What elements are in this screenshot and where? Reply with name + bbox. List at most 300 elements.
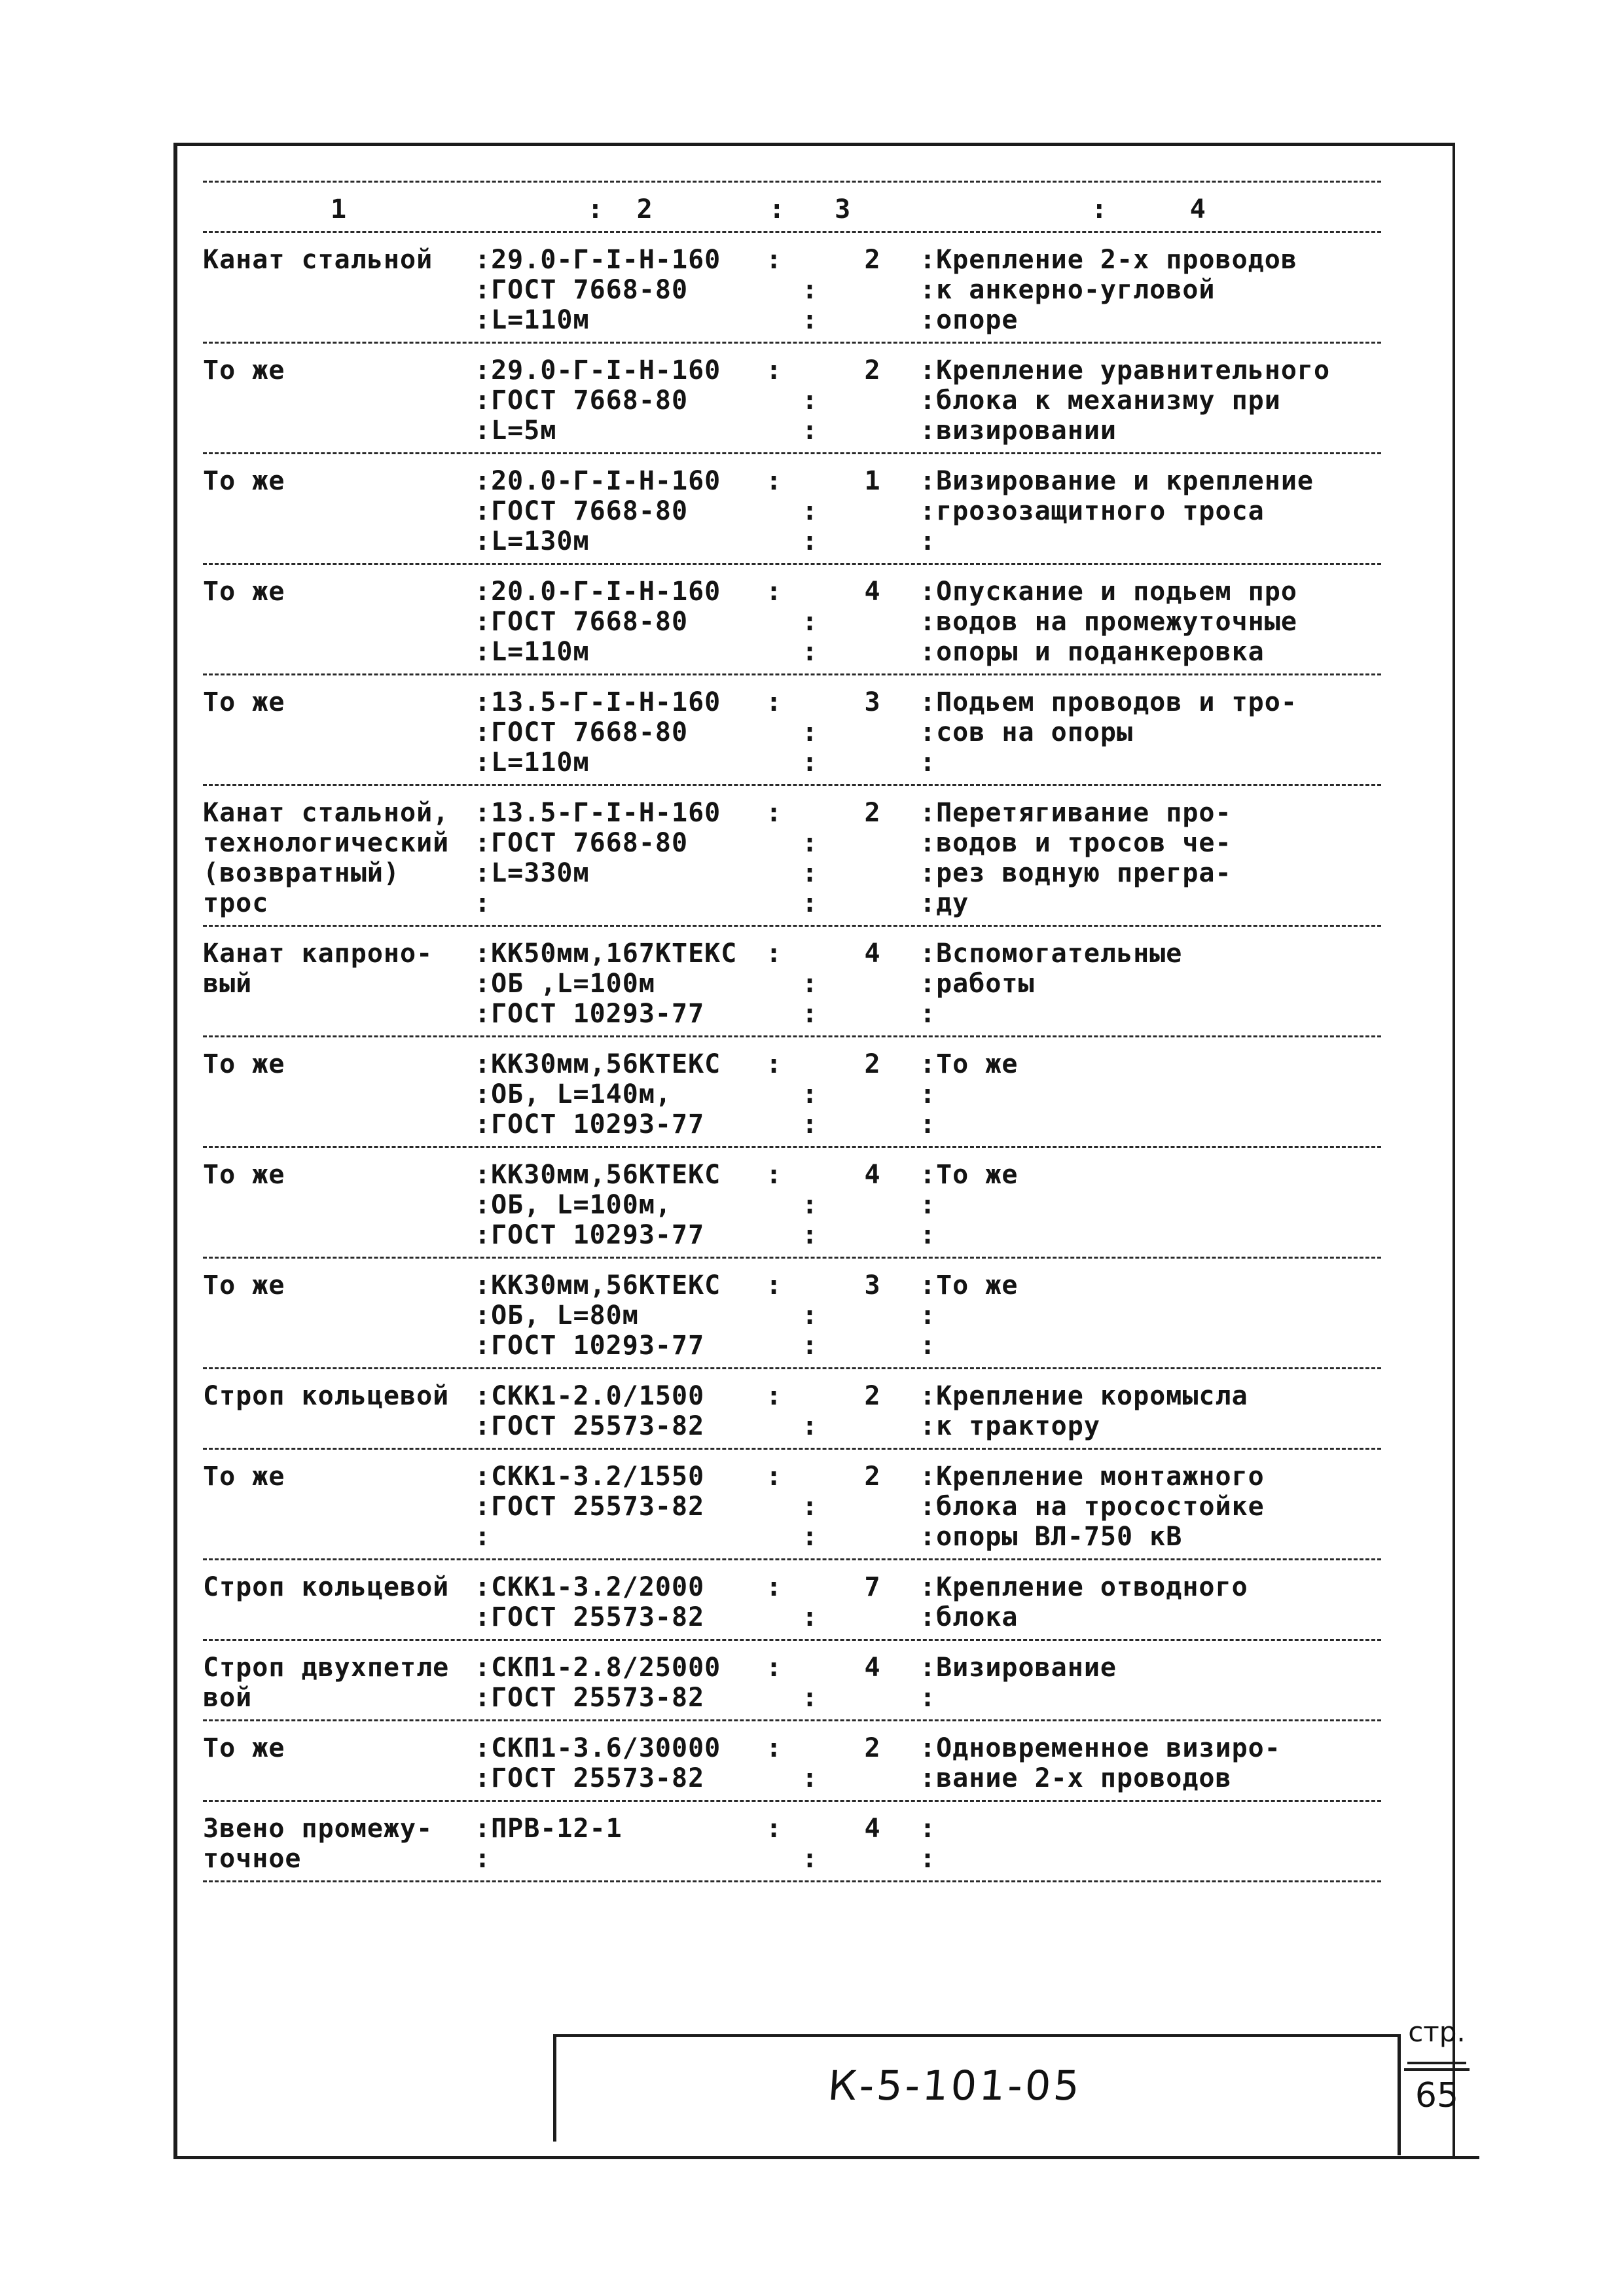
cell-quantity-line: : [801,1079,819,1109]
page-label: стр. [1407,2016,1466,2064]
cell-designation-text: L=110м [491,305,590,335]
cell-name-text: То же [203,466,285,496]
cell-name-line [203,939,475,969]
quantity-value: 1 [864,466,881,496]
cell-quantity-line: : [801,416,819,446]
cell-name-line [203,1300,475,1331]
cell-name-text: То же [203,355,285,386]
cell-name [203,1160,475,1250]
cell-name-line [203,416,475,446]
cell-purpose-line: :опоры ВЛ-750 кВ [920,1522,1183,1552]
quantity-value: 4 [864,939,881,969]
cell-designation [475,1572,766,1632]
table-divider [203,342,1381,344]
cell-purpose-text: к трактору [936,1411,1100,1441]
cell-designation [475,1462,766,1552]
cell-purpose-line: :То же [920,1160,1019,1190]
cell-name [203,1814,475,1874]
cell-purpose [920,245,1378,335]
cell-name-text: Канат стальной, [203,798,450,828]
header-col-4-label: 4 [1189,194,1206,224]
cell-designation-line: :ОБ, L=100м, [475,1190,672,1220]
cell-purpose [920,1160,1378,1250]
cell-quantity-line: : 2 [766,1462,881,1492]
quantity-value: 2 [864,1049,881,1079]
cell-name [203,1462,475,1552]
cell-name-line [203,888,475,918]
cell-designation-line: :13.5-Г-I-Н-160 [475,798,721,828]
cell-name-text: (возвратный) [203,858,400,888]
table-divider [203,1719,1381,1721]
cell-designation-line: :L=130м [475,526,590,556]
cell-name-line [203,607,475,637]
quantity-value: 2 [864,1733,881,1763]
quantity-value: 2 [864,355,881,386]
table-row [203,1814,1381,1874]
cell-designation-text: ОБ, L=80м [491,1300,639,1331]
table-row [203,355,1381,446]
cell-name-line [203,466,475,496]
cell-quantity-line: : [801,1300,819,1331]
cell-designation-line: :ГОСТ 7668-80 [475,717,689,747]
cell-designation-text: L=110м [491,637,590,667]
cell-designation-line: :ГОСТ 25573-82 [475,1763,705,1793]
cell-designation-line: :20.0-Г-I-Н-160 [475,466,721,496]
cell-name-line [203,305,475,335]
cell-designation-text: СКП1-2.8/25000 [491,1653,721,1683]
cell-purpose-text: визировании [936,416,1117,446]
cell-purpose-text: Крепление отводного [936,1572,1248,1602]
quantity-value: 4 [864,1814,881,1844]
cell-name-text: То же [203,577,285,607]
cell-designation-line: :ПРВ-12-1 [475,1814,623,1844]
table-divider [203,181,1381,183]
cell-purpose-line: :вание 2-х проводов [920,1763,1232,1793]
cell-name-line [203,386,475,416]
cell-purpose-text: ду [936,888,969,918]
table-row [203,1270,1381,1361]
cell-name-line [203,1331,475,1361]
cell-purpose-text: Визирование [936,1653,1117,1683]
cell-quantity [766,1572,920,1632]
page-number: 65 [1404,2068,1470,2128]
cell-name-line [203,747,475,778]
cell-designation-line: :ГОСТ 7668-80 [475,496,689,526]
cell-name [203,1270,475,1361]
cell-quantity [766,1462,920,1552]
cell-purpose-line: :водов на промежуточные [920,607,1297,637]
cell-designation-line: :СКК1-3.2/1550 [475,1462,705,1492]
cell-designation-text: ОБ, L=140м, [491,1079,672,1109]
cell-name-line [203,1049,475,1079]
cell-quantity-line: : [801,1522,819,1552]
cell-name-line [203,1683,475,1713]
cell-purpose [920,687,1378,778]
cell-purpose-text: водов и тросов че- [936,828,1232,858]
cell-designation-text: СКК1-3.2/1550 [491,1462,705,1492]
cell-designation-text: ГОСТ 25573-82 [491,1683,705,1713]
cell-designation [475,1270,766,1361]
cell-quantity-line: : [801,1109,819,1139]
header-col-3-label: 3 [835,194,852,224]
cell-name-text: трос [203,888,269,918]
cell-name-line [203,1844,475,1874]
cell-quantity-line: : [801,386,819,416]
cell-name-line [203,858,475,888]
cell-designation-text: ГОСТ 7668-80 [491,496,689,526]
quantity-value: 3 [864,1270,881,1300]
cell-name-line [203,245,475,275]
cell-quantity [766,1653,920,1713]
cell-name-line [203,1220,475,1250]
cell-purpose-text: рез водную прегра- [936,858,1232,888]
document-code: К-5-101-05 [826,2062,1084,2109]
cell-quantity-line: : [801,305,819,335]
cell-purpose-text: То же [936,1160,1019,1190]
cell-designation-text: ГОСТ 7668-80 [491,828,689,858]
cell-name-line [203,1572,475,1602]
cell-purpose-line: :Вспомогательные [920,939,1183,969]
table-row [203,939,1381,1029]
table-divider [203,1146,1381,1148]
cell-quantity-line: : 3 [766,1270,881,1300]
cell-purpose-text: блока [936,1602,1019,1632]
cell-purpose-line: : [920,999,937,1029]
cell-purpose-text: сов на опоры [936,717,1134,747]
cell-name-line [203,1602,475,1632]
cell-quantity-line: : 4 [766,1160,881,1190]
cell-name-line [203,1411,475,1441]
cell-quantity [766,939,920,1029]
cell-designation-text: КК30мм,56КТЕКС [491,1270,721,1300]
cell-designation-text: ОБ, L=100м, [491,1190,672,1220]
cell-designation-text: ПРВ-12-1 [491,1814,623,1844]
cell-name-line [203,577,475,607]
cell-quantity-line: : 4 [766,939,881,969]
quantity-value: 2 [864,245,881,275]
quantity-value: 2 [864,1381,881,1411]
cell-purpose [920,1733,1378,1793]
table-divider [203,1800,1381,1802]
cell-purpose-line: :Опускание и подьем про [920,577,1297,607]
cell-purpose-text: опоры и поданкеровка [936,637,1265,667]
cell-purpose [920,1462,1378,1552]
cell-purpose-line: :опоры и поданкеровка [920,637,1265,667]
cell-name-line [203,687,475,717]
cell-name-text: То же [203,1270,285,1300]
cell-purpose-text: Крепление уравнительного [936,355,1331,386]
cell-designation-line: : [475,1522,492,1552]
cell-name-line [203,526,475,556]
cell-designation-line: :ОБ ,L=100м [475,969,655,999]
cell-quantity [766,687,920,778]
header-col-4: : 4 [1091,194,1206,224]
cell-designation-text: ГОСТ 25573-82 [491,1763,705,1793]
cell-purpose-line: :визировании [920,416,1117,446]
table-divider [203,563,1381,565]
cell-designation [475,939,766,1029]
cell-designation-text: L=110м [491,747,590,778]
cell-quantity-line: : 4 [766,577,881,607]
cell-designation-line: :ГОСТ 25573-82 [475,1602,705,1632]
cell-designation-line: :L=110м [475,637,590,667]
cell-purpose-line: :к анкерно-угловой [920,275,1216,305]
cell-name-text: Строп кольцевой [203,1572,450,1602]
cell-quantity [766,1733,920,1793]
cell-quantity-line: : [801,1190,819,1220]
cell-name [203,1653,475,1713]
cell-quantity [766,466,920,556]
cell-name-line [203,828,475,858]
cell-designation [475,466,766,556]
cell-purpose-text: вание 2-х проводов [936,1763,1232,1793]
cell-name-line [203,999,475,1029]
cell-designation-line: :СКК1-2.0/1500 [475,1381,705,1411]
cell-quantity-line: : [801,1844,819,1874]
cell-name-line [203,1733,475,1763]
cell-quantity [766,1049,920,1139]
quantity-value: 4 [864,577,881,607]
cell-designation-text: ГОСТ 7668-80 [491,275,689,305]
cell-designation-text: ГОСТ 10293-77 [491,1220,705,1250]
quantity-value: 4 [864,1653,881,1683]
cell-quantity-line: : [801,969,819,999]
table-row [203,1381,1381,1441]
cell-designation-line: :29.0-Г-I-Н-160 [475,355,721,386]
quantity-value: 2 [864,798,881,828]
cell-purpose [920,1572,1378,1632]
cell-designation-text: СКП1-3.6/30000 [491,1733,721,1763]
cell-purpose-text: Визирование и крепление [936,466,1314,496]
table-row [203,577,1381,667]
cell-quantity [766,798,920,918]
cell-quantity-line: : [801,828,819,858]
cell-quantity-line: : [801,858,819,888]
table-row [203,245,1381,335]
cell-purpose-line: :Подьем проводов и тро- [920,687,1297,717]
cell-purpose-line: : [920,526,937,556]
cell-name [203,1733,475,1793]
cell-designation-text: L=5м [491,416,557,446]
cell-purpose [920,939,1378,1029]
table-row [203,1462,1381,1552]
cell-name [203,245,475,335]
cell-name-line [203,1522,475,1552]
cell-name [203,1049,475,1139]
cell-quantity-line: : 2 [766,355,881,386]
cell-purpose-line: :Визирование [920,1653,1117,1683]
cell-purpose-text: грозозащитного троса [936,496,1265,526]
cell-quantity-line: : [801,275,819,305]
cell-quantity-line: : [801,1331,819,1361]
cell-designation-text: ГОСТ 25573-82 [491,1492,705,1522]
cell-purpose [920,355,1378,446]
table-divider [203,231,1381,233]
cell-purpose-text: То же [936,1049,1019,1079]
cell-designation-line: :ГОСТ 10293-77 [475,1109,705,1139]
cell-name-line [203,1381,475,1411]
table-header-row [203,194,1381,224]
cell-purpose-line: : [920,1220,937,1250]
cell-designation-text: КК30мм,56КТЕКС [491,1049,721,1079]
table-row [203,466,1381,556]
cell-name-line [203,1160,475,1190]
cell-designation-line: :29.0-Г-I-Н-160 [475,245,721,275]
cell-name-line [203,1079,475,1109]
cell-purpose [920,798,1378,918]
quantity-value: 4 [864,1160,881,1190]
table-divider [203,1035,1381,1037]
cell-purpose-line: : [920,1331,937,1361]
cell-quantity-line: : [801,1683,819,1713]
cell-designation-text: L=330м [491,858,590,888]
cell-purpose-line: :опоре [920,305,1019,335]
cell-designation-text: L=130м [491,526,590,556]
cell-designation-text: ГОСТ 7668-80 [491,607,689,637]
cell-quantity-line: : [801,1763,819,1793]
cell-name [203,466,475,556]
cell-name-text: Канат капроно- [203,939,433,969]
cell-purpose-text: Крепление коромысла [936,1381,1248,1411]
cell-name-text: технологический [203,828,450,858]
cell-name-line [203,496,475,526]
cell-quantity-line: : [801,496,819,526]
cell-purpose-line: :блока на тросостойке [920,1492,1265,1522]
cell-designation-line: :L=5м [475,416,557,446]
cell-designation-line: :ГОСТ 25573-82 [475,1492,705,1522]
cell-designation-text: СКК1-2.0/1500 [491,1381,705,1411]
cell-designation-line: :ГОСТ 7668-80 [475,275,689,305]
cell-purpose-line: :Крепление уравнительного [920,355,1331,386]
cell-purpose-text: блока на тросостойке [936,1492,1265,1522]
cell-quantity-line: : [801,1602,819,1632]
cell-designation [475,687,766,778]
cell-purpose [920,1381,1378,1441]
cell-designation-line: : [475,1844,492,1874]
cell-purpose [920,577,1378,667]
cell-designation-text: ГОСТ 25573-82 [491,1411,705,1441]
cell-purpose-line: :Крепление монтажного [920,1462,1265,1492]
cell-purpose [920,1653,1378,1713]
cell-purpose-text: водов на промежуточные [936,607,1297,637]
cell-designation-line: :СКП1-2.8/25000 [475,1653,721,1683]
cell-name-line [203,355,475,386]
cell-quantity-line: : [801,637,819,667]
cell-purpose-line: :рез водную прегра- [920,858,1232,888]
table-divider [203,1367,1381,1369]
cell-designation [475,1160,766,1250]
cell-quantity-line: : 2 [766,1381,881,1411]
cell-name-text: То же [203,1462,285,1492]
cell-purpose-text: опоры ВЛ-750 кВ [936,1522,1183,1552]
cell-purpose [920,1270,1378,1361]
cell-quantity-line: : 2 [766,245,881,275]
cell-name [203,1572,475,1632]
cell-designation-text: 13.5-Г-I-Н-160 [491,798,721,828]
cell-quantity-line: : 2 [766,1049,881,1079]
cell-quantity-line: : 7 [766,1572,881,1602]
cell-purpose-line: :блока к механизму при [920,386,1281,416]
cell-purpose-text: работы [936,969,1035,999]
cell-purpose-line: :Крепление коромысла [920,1381,1248,1411]
cell-designation-text: КК30мм,56КТЕКС [491,1160,721,1190]
cell-quantity-line: : [801,717,819,747]
cell-name-text: То же [203,1049,285,1079]
cell-purpose-line: : [920,1079,937,1109]
cell-designation [475,1733,766,1793]
cell-purpose-line: : [920,747,937,778]
cell-designation [475,798,766,918]
cell-designation-line: :20.0-Г-I-Н-160 [475,577,721,607]
cell-purpose-line: : [920,1814,937,1844]
cell-name-text: То же [203,1733,285,1763]
cell-quantity-line: : 4 [766,1814,881,1844]
cell-name [203,798,475,918]
cell-designation-line: :КК50мм,167КТЕКС [475,939,738,969]
table-divider [203,784,1381,786]
table-divider [203,452,1381,454]
cell-quantity-line: : [801,607,819,637]
cell-name-line [203,1653,475,1683]
cell-name [203,1381,475,1441]
cell-designation-text: ГОСТ 10293-77 [491,999,705,1029]
cell-purpose-line: : [920,1190,937,1220]
cell-purpose-line: :ду [920,888,969,918]
cell-designation-text: ГОСТ 7668-80 [491,386,689,416]
table-divider [203,673,1381,675]
cell-quantity [766,1160,920,1250]
cell-purpose [920,1049,1378,1139]
cell-purpose [920,466,1378,556]
cell-purpose-text: Одновременное визиро- [936,1733,1281,1763]
cell-designation [475,1049,766,1139]
cell-purpose-line: : [920,1683,937,1713]
table-divider [203,925,1381,927]
cell-quantity [766,1814,920,1874]
table-divider [203,1639,1381,1641]
cell-designation-text: 29.0-Г-I-Н-160 [491,245,721,275]
cell-purpose-text: Опускание и подьем про [936,577,1297,607]
cell-purpose-line: :То же [920,1049,1019,1079]
cell-quantity-line: : [801,999,819,1029]
cell-name-text: вый [203,969,253,999]
cell-name-text: вой [203,1683,253,1713]
cell-name-line [203,717,475,747]
cell-designation-text: 29.0-Г-I-Н-160 [491,355,721,386]
cell-name-line [203,1109,475,1139]
cell-designation [475,1653,766,1713]
cell-purpose-line: :Одновременное визиро- [920,1733,1281,1763]
quantity-value: 7 [864,1572,881,1602]
cell-purpose-text: опоре [936,305,1019,335]
cell-designation-text: ОБ ,L=100м [491,969,655,999]
cell-name [203,687,475,778]
cell-quantity-line: : [801,1492,819,1522]
cell-name-line [203,1492,475,1522]
cell-designation-line: :ОБ, L=140м, [475,1079,672,1109]
table-divider [203,1257,1381,1259]
cell-designation-line: :ГОСТ 25573-82 [475,1683,705,1713]
cell-designation [475,577,766,667]
cell-quantity [766,577,920,667]
cell-designation-text: ГОСТ 10293-77 [491,1331,705,1361]
cell-quantity-line: : 2 [766,798,881,828]
cell-designation-text: ГОСТ 10293-77 [491,1109,705,1139]
cell-name-line [203,1462,475,1492]
cell-quantity-line: : [801,747,819,778]
cell-purpose-text: Крепление монтажного [936,1462,1265,1492]
cell-designation-line: :ГОСТ 7668-80 [475,607,689,637]
